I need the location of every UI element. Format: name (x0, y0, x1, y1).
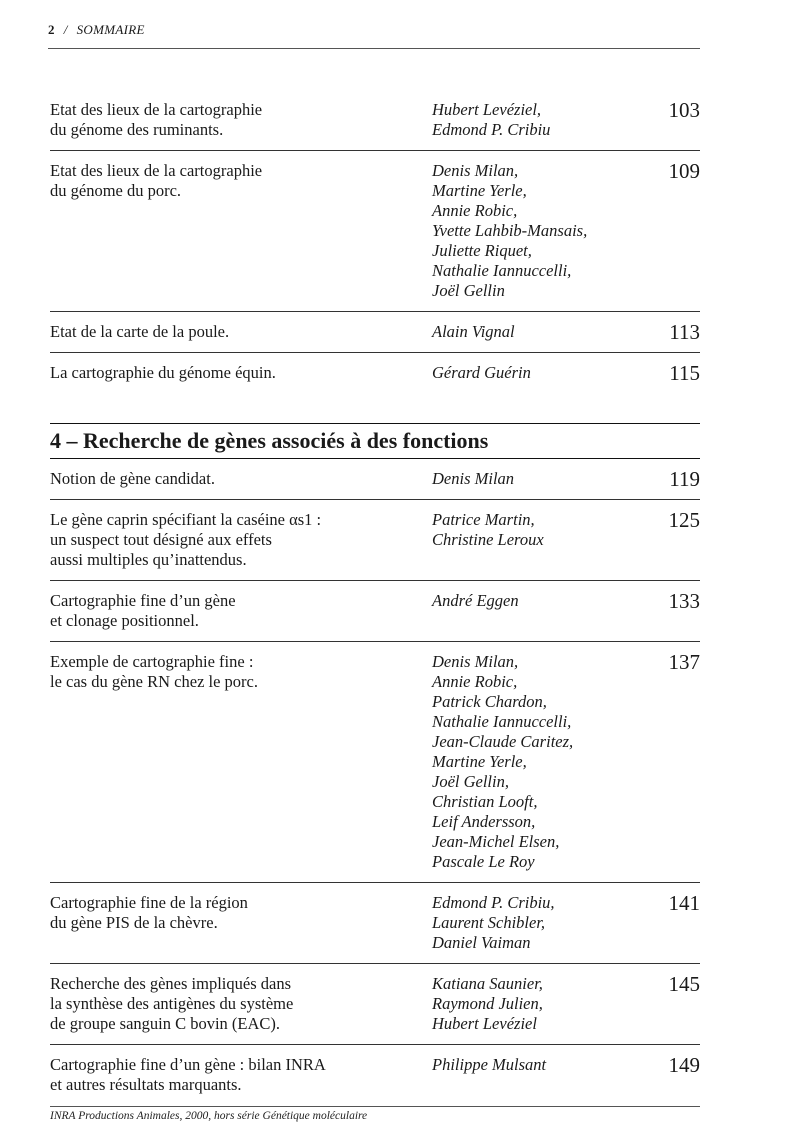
toc-entry (50, 1045, 700, 1105)
entry-author: Nathalie Iannuccelli, (432, 261, 572, 280)
entry-title-line: du génome du porc. (50, 181, 182, 200)
entry-authors (432, 363, 660, 383)
toc-entry (50, 312, 700, 352)
entry-author: Gérard Guérin (432, 363, 531, 382)
entry-title-line: un suspect tout désigné aux effets (50, 530, 272, 549)
entry-page-number: 113 (669, 320, 700, 344)
toc-entry (50, 500, 700, 580)
entries-before-section (50, 90, 700, 393)
entry-title (50, 1055, 432, 1095)
entry-author: Joël Gellin, (432, 772, 509, 791)
toc-entry (50, 964, 700, 1044)
entry-title (50, 469, 432, 489)
entry-title (50, 591, 432, 631)
toc-entry (50, 459, 700, 499)
entry-author: Juliette Riquet, (432, 241, 532, 260)
toc-entry (50, 642, 700, 882)
entry-title-line: le cas du gène RN chez le porc. (50, 672, 258, 691)
entries-after-section (50, 459, 700, 1105)
entry-authors (432, 893, 660, 953)
entry-title-line: Cartographie fine d’un gène : bilan INRA (50, 1055, 326, 1074)
entry-title-line: Cartographie fine de la région (50, 893, 248, 912)
entry-authors (432, 469, 660, 489)
entry-title (50, 510, 432, 570)
entry-title-line: Etat des lieux de la cartographie (50, 100, 263, 119)
entry-title-line: aussi multiples qu’inattendus. (50, 550, 247, 569)
entry-author: Laurent Schibler, (432, 913, 546, 932)
entry-title-line: Etat des lieux de la cartographie (50, 161, 263, 180)
entry-author: Philippe Mulsant (432, 1055, 547, 1074)
entry-author: Denis Milan, (432, 161, 519, 180)
entry-author: Christian Looft, (432, 792, 538, 811)
entry-title-line: Cartographie fine d’un gène (50, 591, 236, 610)
entry-page-number: 141 (668, 891, 700, 915)
entry-authors (432, 652, 660, 872)
entry-title-line: Etat de la carte de la poule. (50, 322, 230, 341)
entry-authors (432, 161, 660, 301)
entry-title-line: La cartographie du génome équin. (50, 363, 276, 382)
entry-author: André Eggen (432, 591, 519, 610)
header-title: SOMMAIRE (76, 22, 145, 37)
entry-title-line: et clonage positionnel. (50, 611, 199, 630)
entry-author: Pascale Le Roy (432, 852, 535, 871)
entry-authors (432, 591, 660, 611)
entry-author: Edmond P. Cribiu (432, 120, 551, 139)
toc-entry (50, 581, 700, 641)
entry-author: Joël Gellin (432, 281, 505, 300)
entry-author: Martine Yerle, (432, 181, 527, 200)
entry-author: Leif Andersson, (432, 812, 536, 831)
header-separator: / (63, 22, 68, 37)
entry-title (50, 652, 432, 692)
entry-page-number: 119 (669, 467, 700, 491)
entry-title (50, 100, 432, 140)
toc-entry (50, 151, 700, 311)
entry-title (50, 893, 432, 933)
entry-page-number: 145 (668, 972, 700, 996)
page-number: 2 (48, 22, 55, 37)
entry-page-number: 103 (668, 98, 700, 122)
entry-author: Annie Robic, (432, 201, 518, 220)
page-header (48, 22, 700, 49)
entry-page-number: 137 (668, 650, 700, 674)
entry-title-line: Recherche des gènes impliqués dans (50, 974, 292, 993)
entry-title-line: Le gène caprin spécifiant la caséine αs1 : (50, 510, 322, 529)
entry-author: Annie Robic, (432, 672, 518, 691)
entry-title-line: du gène PIS de la chèvre. (50, 913, 218, 932)
entry-author: Jean-Michel Elsen, (432, 832, 560, 851)
entry-author: Nathalie Iannuccelli, (432, 712, 572, 731)
entry-author: Patrice Martin, (432, 510, 535, 529)
entry-title (50, 974, 432, 1034)
entry-page-number: 115 (669, 361, 700, 385)
entry-title-line: et autres résultats marquants. (50, 1075, 242, 1094)
entry-title-line: la synthèse des antigènes du système (50, 994, 294, 1013)
entry-author: Yvette Lahbib-Mansais, (432, 221, 588, 240)
entry-page-number: 133 (668, 589, 700, 613)
entry-author: Patrick Chardon, (432, 692, 547, 711)
entry-title (50, 322, 432, 342)
entry-title-line: Exemple de cartographie fine : (50, 652, 254, 671)
entry-page-number: 125 (668, 508, 700, 532)
toc-entry (50, 90, 700, 150)
entry-authors (432, 1055, 660, 1075)
entry-authors (432, 510, 660, 550)
entry-page-number: 149 (668, 1053, 700, 1077)
toc-entry (50, 883, 700, 963)
entry-author: Martine Yerle, (432, 752, 527, 771)
entry-author: Hubert Levéziel, (432, 100, 542, 119)
entry-author: Denis Milan, (432, 652, 519, 671)
table-of-contents (50, 90, 700, 1105)
entry-author: Daniel Vaiman (432, 933, 531, 952)
entry-author: Christine Leroux (432, 530, 544, 549)
entry-title-line: du génome des ruminants. (50, 120, 224, 139)
entry-title (50, 363, 432, 383)
entry-author: Katiana Saunier, (432, 974, 543, 993)
entry-author: Denis Milan (432, 469, 515, 488)
entry-authors (432, 974, 660, 1034)
page-footer: INRA Productions Animales, 2000, hors série Génétique moléculaire (50, 1106, 700, 1122)
entry-title (50, 161, 432, 201)
entry-author: Hubert Levéziel (432, 1014, 537, 1033)
entry-title-line: Notion de gène candidat. (50, 469, 215, 488)
entry-title-line: de groupe sanguin C bovin (EAC). (50, 1014, 281, 1033)
entry-authors (432, 100, 660, 140)
toc-entry (50, 353, 700, 393)
section-heading: 4 – Recherche de gènes associés à des fonctions (50, 428, 489, 453)
entry-author: Alain Vignal (432, 322, 515, 341)
entry-author: Edmond P. Cribiu, (432, 893, 555, 912)
entry-authors (432, 322, 660, 342)
entry-author: Raymond Julien, (432, 994, 543, 1013)
entry-author: Jean-Claude Caritez, (432, 732, 574, 751)
entry-page-number: 109 (668, 159, 700, 183)
